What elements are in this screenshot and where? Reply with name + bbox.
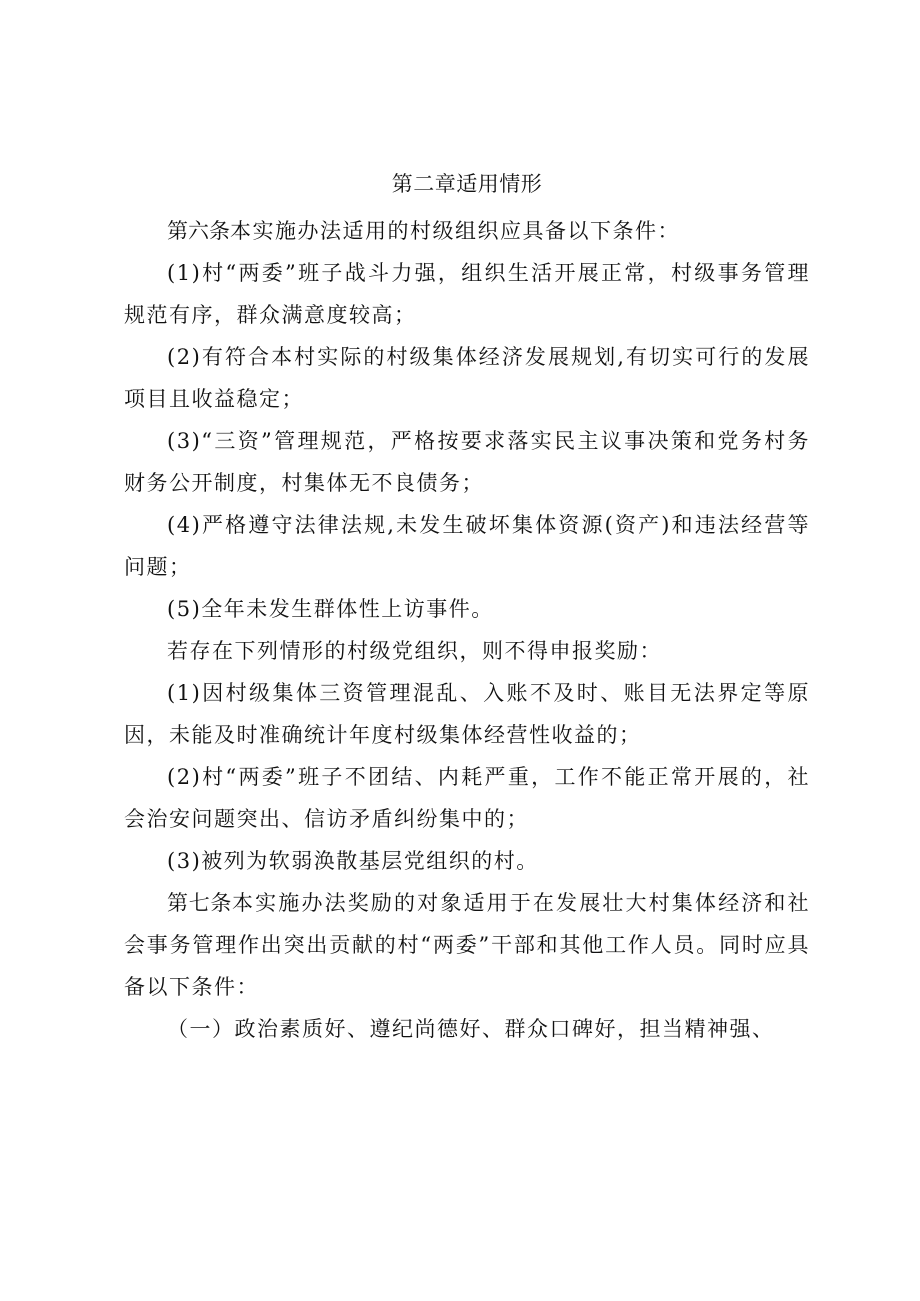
article-6-exclusion-intro: 若存在下列情形的村级党组织，则不得申报奖励： <box>167 639 663 663</box>
article-6-head: 第六条 <box>167 219 231 243</box>
article-7-body-text: 本实施办法奖励的对象适用于在发展壮大村集体经济和社会事务管理作出突出贡献的村“两委”干部和其他工作人员。同时应具备以下条件： <box>124 891 811 999</box>
article-6-exclusion-1: (1)因村级集体三资管理混乱、入账不及时、账目无法界定等原因，未能及时准确统计年度村级集体经营性收益的； <box>124 681 810 747</box>
article-7-item-1: （一）政治素质好、遵纪尚德好、群众口碑好，担当精神强、 <box>167 1017 775 1041</box>
article-6-intro <box>124 210 810 252</box>
article-6-exclusion-3: (3)被列为软弱涣散基层党组织的村。 <box>167 849 539 873</box>
article-6-condition-2: (2)有符合本村实际的村级集体经济发展规划,有切实可行的发展项目且收益稳定； <box>124 345 810 411</box>
article-6-condition-1: (1)村“两委”班子战斗力强，组织生活开展正常，村级事务管理规范有序，群众满意度较高； <box>124 261 810 327</box>
article-6-condition-3: (3)“三资”管理规范，严格按要求落实民主议事决策和党务村务财务公开制度，村集体无不良债务； <box>124 429 810 495</box>
document-page <box>124 168 810 1050</box>
article-7-body <box>124 882 810 1008</box>
chapter-title: 第二章适用情形 <box>391 172 543 196</box>
article-6-intro-text: 本实施办法适用的村级组织应具备以下条件： <box>230 219 681 243</box>
article-6-condition-4: (4)严格遵守法律法规,未发生破坏集体资源(资产)和违法经营等问题； <box>124 513 810 579</box>
article-6-exclusion-2: (2)村“两委”班子不团结、内耗严重，工作不能正常开展的，社会治安问题突出、信访矛盾纠纷集中的； <box>124 765 810 831</box>
article-7-head: 第七条 <box>167 891 232 915</box>
article-6-condition-5: (5)全年未发生群体性上访事件。 <box>167 597 494 621</box>
